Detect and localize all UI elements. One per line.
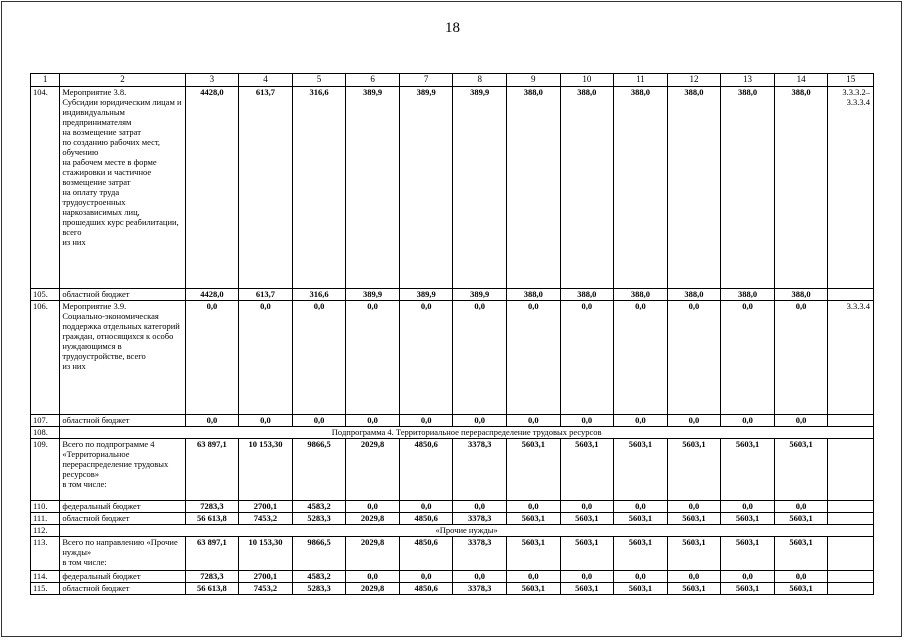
value-cell: 2029,8 [346, 583, 400, 595]
value-cell: 0,0 [614, 301, 668, 415]
value-cell: 388,0 [507, 87, 561, 289]
value-cell: 0,0 [292, 415, 346, 427]
value-cell: 63 897,1 [185, 537, 239, 571]
value-cell: 388,0 [614, 289, 668, 301]
value-cell: 389,9 [453, 289, 507, 301]
value-cell: 5603,1 [507, 537, 561, 571]
value-cell: 0,0 [507, 415, 561, 427]
reference-cell: 3.3.3.4 [828, 301, 874, 415]
reference-cell [828, 415, 874, 427]
value-cell: 5603,1 [507, 439, 561, 501]
value-cell: 389,9 [346, 87, 400, 289]
column-header: 6 [346, 74, 400, 87]
value-cell: 5603,1 [667, 583, 721, 595]
row-number: 110. [31, 501, 60, 513]
row-number: 109. [31, 439, 60, 501]
value-cell: 56 613,8 [185, 583, 239, 595]
reference-cell [828, 537, 874, 571]
row-label: Мероприятие 3.9. Социально-экономическая поддержка отдельных категорий граждан, относящихся к особо нуждающимся в трудоустройстве, всего из них [60, 301, 185, 415]
value-cell: 4583,2 [292, 571, 346, 583]
value-cell: 0,0 [453, 501, 507, 513]
value-cell: 388,0 [667, 87, 721, 289]
value-cell: 5603,1 [560, 513, 614, 525]
value-cell: 5603,1 [667, 439, 721, 501]
row-label: федеральный бюджет [60, 501, 185, 513]
row-label: областной бюджет [60, 583, 185, 595]
value-cell: 0,0 [399, 571, 453, 583]
reference-cell [828, 571, 874, 583]
value-cell: 5603,1 [560, 537, 614, 571]
value-cell: 388,0 [667, 289, 721, 301]
value-cell: 63 897,1 [185, 439, 239, 501]
value-cell: 5603,1 [667, 537, 721, 571]
value-cell: 389,9 [399, 289, 453, 301]
value-cell: 0,0 [560, 501, 614, 513]
value-cell: 10 153,30 [239, 537, 293, 571]
value-cell: 388,0 [774, 87, 828, 289]
value-cell: 0,0 [346, 415, 400, 427]
row-number: 114. [31, 571, 60, 583]
value-cell: 5603,1 [614, 513, 668, 525]
reference-cell [828, 583, 874, 595]
value-cell: 4428,0 [185, 87, 239, 289]
value-cell: 388,0 [614, 87, 668, 289]
row-label: областной бюджет [60, 513, 185, 525]
value-cell: 389,9 [399, 87, 453, 289]
row-number: 106. [31, 301, 60, 415]
row-number: 113. [31, 537, 60, 571]
column-header: 11 [614, 74, 668, 87]
value-cell: 5603,1 [774, 537, 828, 571]
section-row [31, 525, 874, 537]
table-row [31, 415, 874, 427]
column-header: 4 [239, 74, 293, 87]
value-cell: 316,6 [292, 289, 346, 301]
value-cell: 389,9 [453, 87, 507, 289]
value-cell: 0,0 [614, 501, 668, 513]
value-cell: 2029,8 [346, 513, 400, 525]
section-title: Подпрограмма 4. Территориальное перераспределение трудовых ресурсов [60, 427, 874, 439]
row-label: федеральный бюджет [60, 571, 185, 583]
reference-cell: 3.3.3.2– 3.3.3.4 [828, 87, 874, 289]
value-cell: 388,0 [721, 289, 775, 301]
value-cell: 0,0 [292, 301, 346, 415]
value-cell: 389,9 [346, 289, 400, 301]
value-cell: 5603,1 [721, 513, 775, 525]
value-cell: 0,0 [774, 415, 828, 427]
column-header: 15 [828, 74, 874, 87]
value-cell: 4428,0 [185, 289, 239, 301]
reference-cell [828, 513, 874, 525]
column-header: 2 [60, 74, 185, 87]
value-cell: 388,0 [721, 87, 775, 289]
table-row [31, 289, 874, 301]
value-cell: 5603,1 [560, 583, 614, 595]
column-header: 3 [185, 74, 239, 87]
value-cell: 0,0 [774, 501, 828, 513]
row-label: Всего по подпрограмме 4 «Территориальное перераспределение трудовых ресурсов» в том числе: [60, 439, 185, 501]
value-cell: 0,0 [453, 301, 507, 415]
value-cell: 3378,3 [453, 537, 507, 571]
table-row [31, 571, 874, 583]
value-cell: 0,0 [185, 415, 239, 427]
table-row [31, 583, 874, 595]
value-cell: 4583,2 [292, 501, 346, 513]
value-cell: 388,0 [560, 289, 614, 301]
value-cell: 5603,1 [614, 439, 668, 501]
value-cell: 0,0 [667, 415, 721, 427]
reference-cell [828, 439, 874, 501]
value-cell: 388,0 [507, 289, 561, 301]
row-number: 112. [31, 525, 60, 537]
column-header: 1 [31, 74, 60, 87]
value-cell: 5603,1 [774, 583, 828, 595]
value-cell: 5603,1 [614, 537, 668, 571]
column-header: 9 [507, 74, 561, 87]
value-cell: 9866,5 [292, 439, 346, 501]
value-cell: 0,0 [774, 301, 828, 415]
value-cell: 5603,1 [667, 513, 721, 525]
value-cell: 388,0 [560, 87, 614, 289]
value-cell: 5283,3 [292, 583, 346, 595]
row-label: Всего по направлению «Прочие нужды» в том числе: [60, 537, 185, 571]
column-header: 14 [774, 74, 828, 87]
value-cell: 0,0 [399, 301, 453, 415]
value-cell: 7453,2 [239, 513, 293, 525]
value-cell: 0,0 [560, 301, 614, 415]
section-row [31, 427, 874, 439]
table-row [31, 501, 874, 513]
row-number: 105. [31, 289, 60, 301]
column-header: 5 [292, 74, 346, 87]
value-cell: 5603,1 [560, 439, 614, 501]
value-cell: 0,0 [560, 571, 614, 583]
table-body [31, 87, 874, 595]
row-number: 104. [31, 87, 60, 289]
value-cell: 0,0 [239, 301, 293, 415]
value-cell: 0,0 [614, 571, 668, 583]
value-cell: 5603,1 [774, 513, 828, 525]
column-number-row [31, 74, 874, 87]
table-row [31, 537, 874, 571]
column-header: 7 [399, 74, 453, 87]
value-cell: 0,0 [507, 571, 561, 583]
value-cell: 5603,1 [614, 583, 668, 595]
value-cell: 2700,1 [239, 501, 293, 513]
value-cell: 5283,3 [292, 513, 346, 525]
value-cell: 613,7 [239, 289, 293, 301]
value-cell: 0,0 [721, 301, 775, 415]
row-number: 108. [31, 427, 60, 439]
row-number: 107. [31, 415, 60, 427]
budget-table [30, 73, 874, 595]
value-cell: 7453,2 [239, 583, 293, 595]
value-cell: 0,0 [721, 501, 775, 513]
value-cell: 5603,1 [507, 513, 561, 525]
value-cell: 0,0 [721, 571, 775, 583]
value-cell: 5603,1 [774, 439, 828, 501]
value-cell: 2029,8 [346, 439, 400, 501]
value-cell: 5603,1 [721, 439, 775, 501]
value-cell: 0,0 [239, 415, 293, 427]
value-cell: 0,0 [346, 301, 400, 415]
row-number: 115. [31, 583, 60, 595]
table-row [31, 301, 874, 415]
column-header: 12 [667, 74, 721, 87]
value-cell: 2029,8 [346, 537, 400, 571]
value-cell: 0,0 [453, 415, 507, 427]
value-cell: 0,0 [346, 571, 400, 583]
table-row [31, 513, 874, 525]
value-cell: 613,7 [239, 87, 293, 289]
value-cell: 3378,3 [453, 513, 507, 525]
value-cell: 3378,3 [453, 583, 507, 595]
value-cell: 388,0 [774, 289, 828, 301]
value-cell: 7283,3 [185, 571, 239, 583]
value-cell: 4850,6 [399, 513, 453, 525]
row-label: областной бюджет [60, 289, 185, 301]
row-label: Мероприятие 3.8. Субсидии юридическим лицам и индивидуальным предпринимателям на возмещение затрат по созданию рабочих мест, обучению на рабочем месте в форме стажировки и частичное возмещение затрат на оплату труда трудоустроенных наркозависимых лиц, прошедших курс реабилитации, всего из них [60, 87, 185, 289]
value-cell: 5603,1 [507, 583, 561, 595]
reference-cell [828, 501, 874, 513]
value-cell: 5603,1 [721, 537, 775, 571]
value-cell: 5603,1 [721, 583, 775, 595]
value-cell: 0,0 [614, 415, 668, 427]
value-cell: 0,0 [507, 501, 561, 513]
value-cell: 0,0 [560, 415, 614, 427]
table-row [31, 87, 874, 289]
value-cell: 316,6 [292, 87, 346, 289]
value-cell: 7283,3 [185, 501, 239, 513]
row-label: областной бюджет [60, 415, 185, 427]
value-cell: 9866,5 [292, 537, 346, 571]
section-title: «Прочие нужды» [60, 525, 874, 537]
value-cell: 4850,6 [399, 439, 453, 501]
value-cell: 2700,1 [239, 571, 293, 583]
value-cell: 0,0 [507, 301, 561, 415]
row-number: 111. [31, 513, 60, 525]
value-cell: 0,0 [399, 415, 453, 427]
value-cell: 10 153,30 [239, 439, 293, 501]
value-cell: 0,0 [667, 301, 721, 415]
value-cell: 0,0 [399, 501, 453, 513]
value-cell: 0,0 [185, 301, 239, 415]
value-cell: 0,0 [667, 571, 721, 583]
value-cell: 3378,3 [453, 439, 507, 501]
column-header: 8 [453, 74, 507, 87]
page-number: 18 [445, 20, 460, 36]
reference-cell [828, 289, 874, 301]
value-cell: 0,0 [774, 571, 828, 583]
column-header: 13 [721, 74, 775, 87]
value-cell: 4850,6 [399, 537, 453, 571]
value-cell: 0,0 [346, 501, 400, 513]
column-header: 10 [560, 74, 614, 87]
value-cell: 56 613,8 [185, 513, 239, 525]
value-cell: 0,0 [721, 415, 775, 427]
table-row [31, 439, 874, 501]
value-cell: 4850,6 [399, 583, 453, 595]
value-cell: 0,0 [667, 501, 721, 513]
value-cell: 0,0 [453, 571, 507, 583]
